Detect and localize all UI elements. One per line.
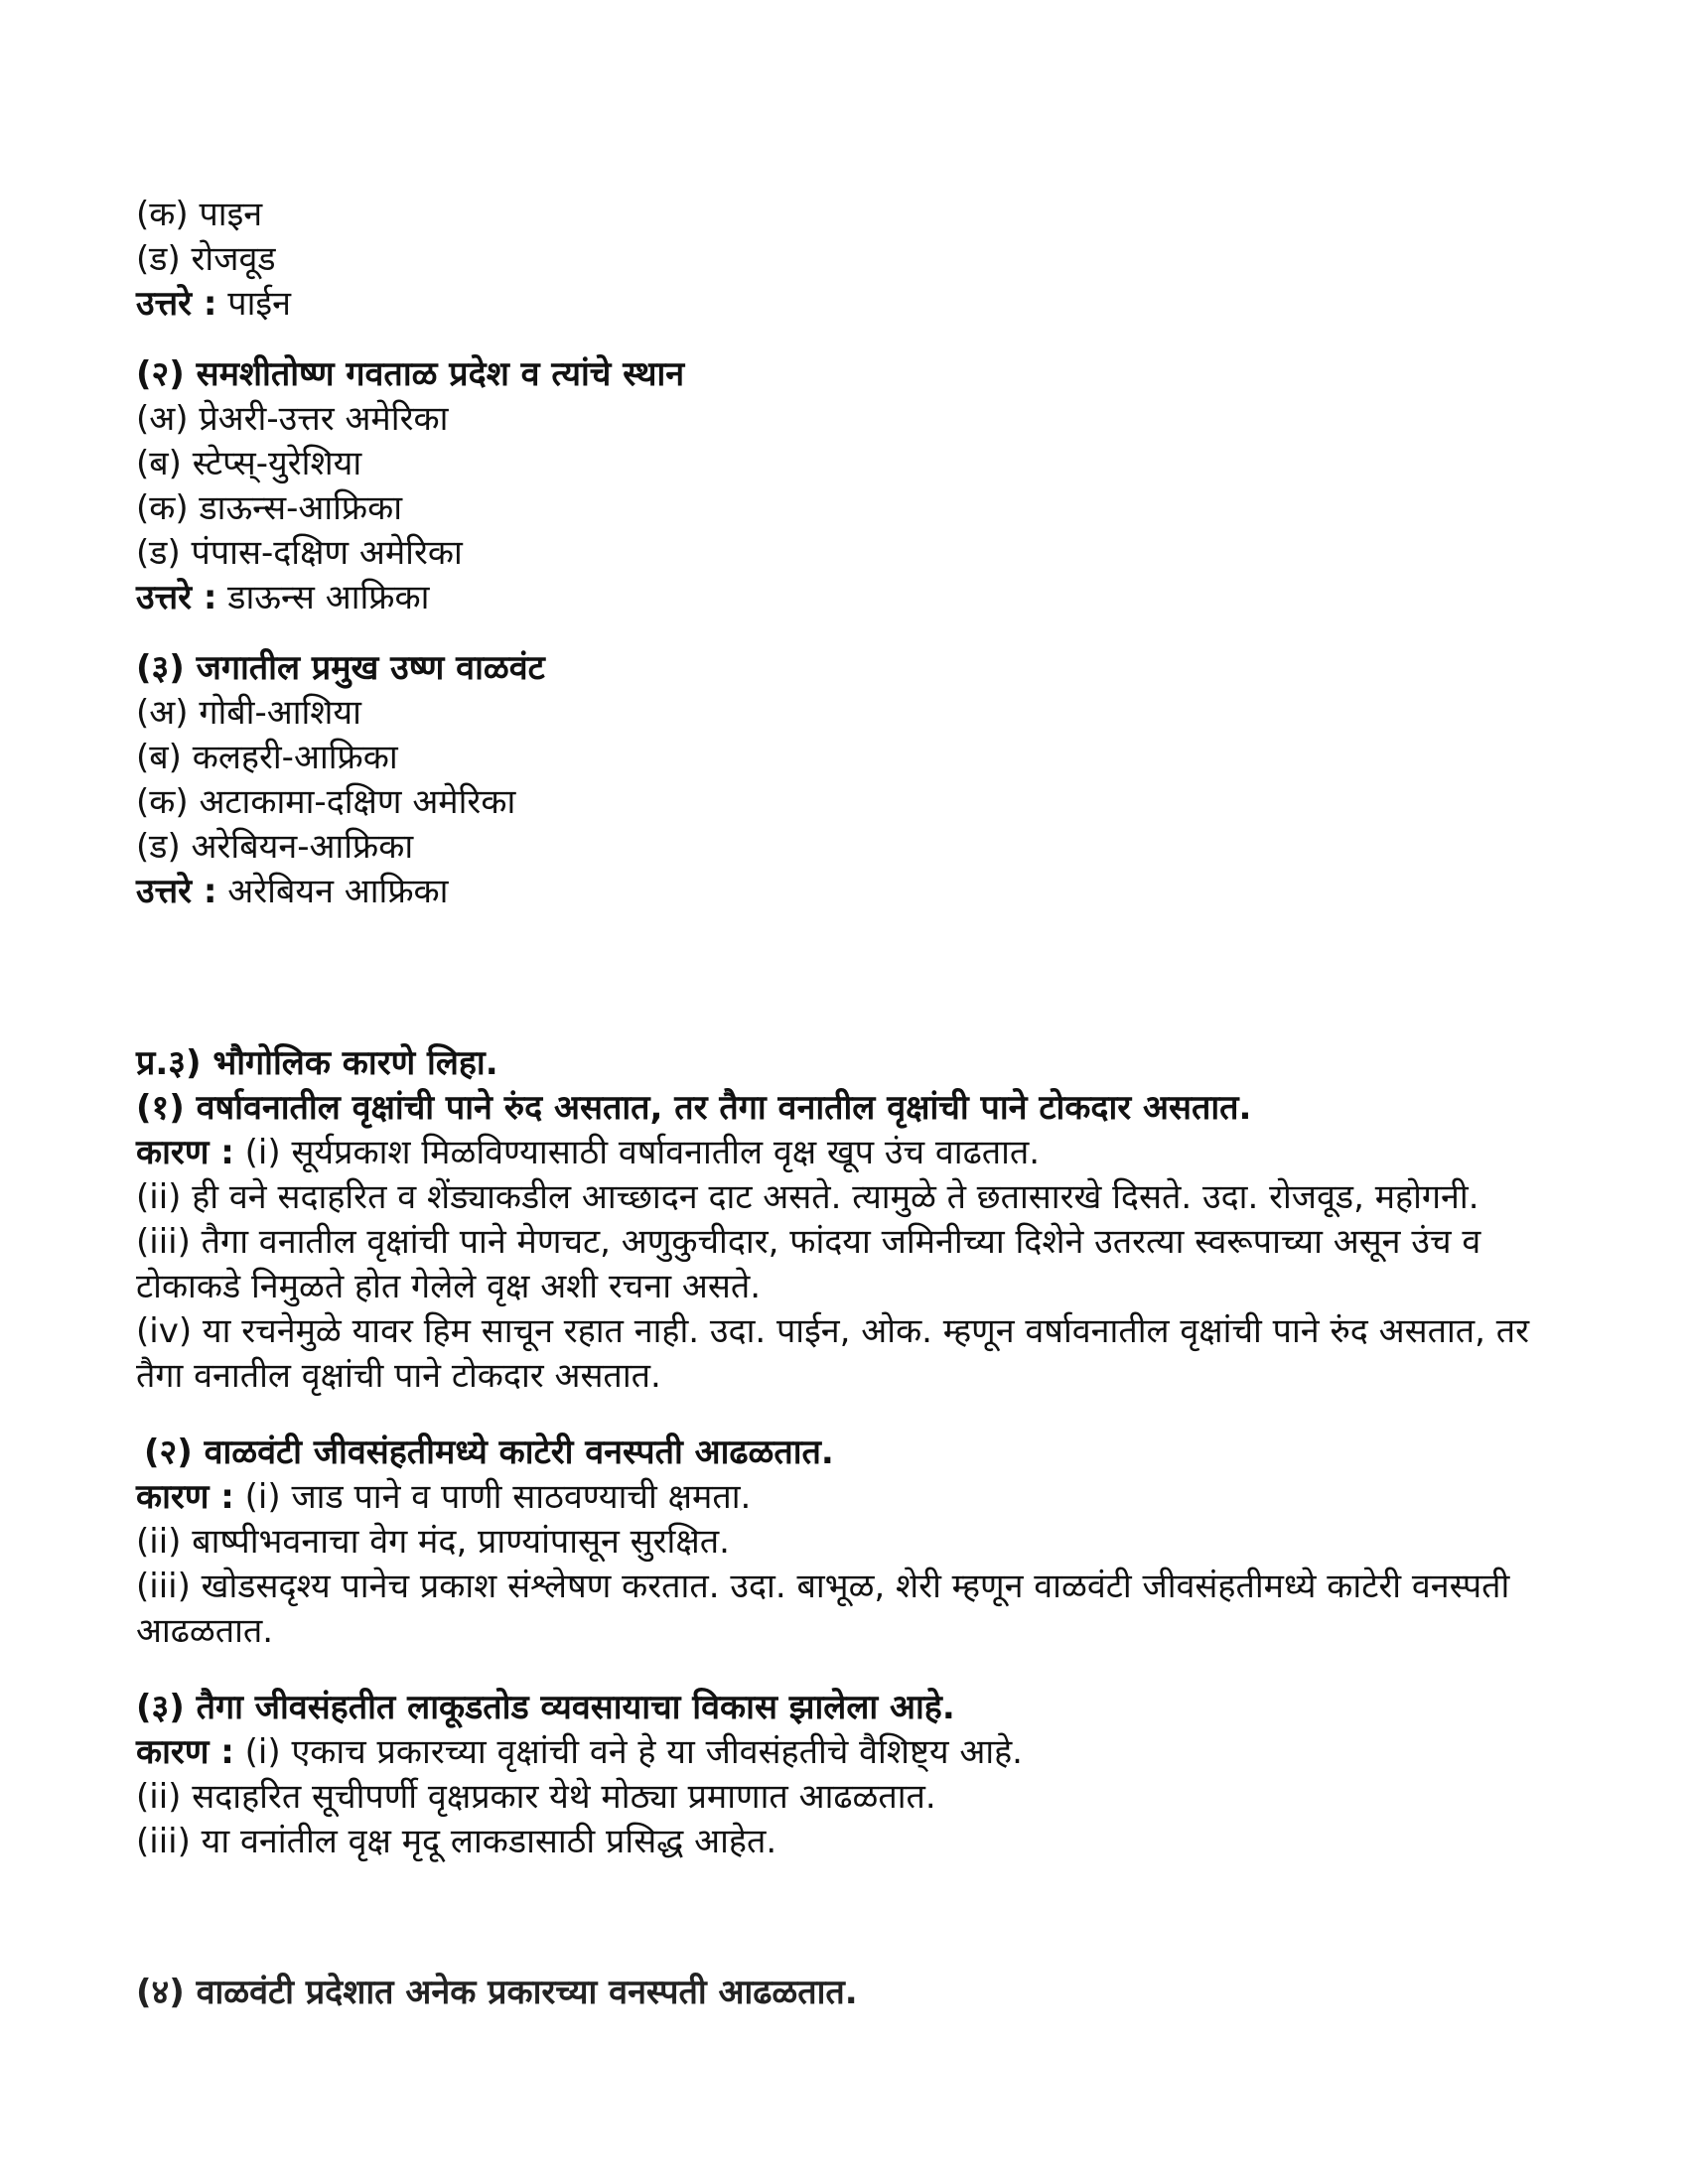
section-heading: प्र.३) भौगोलिक कारणे लिहा. <box>136 1043 498 1083</box>
answer-label: उत्तरे : <box>136 578 217 617</box>
reason-question-title: (३) तैगा जीवसंहतीत लाकूडतोड व्यवसायाचा विकास झालेला आहे. <box>136 1688 955 1727</box>
answer-text: डाऊन्स आफ्रिका <box>227 578 430 617</box>
answer-line <box>136 870 1566 914</box>
answer-label: उत्तरे : <box>136 872 217 911</box>
option-item: (ब) कलहरी-आफ्रिका <box>136 738 398 777</box>
reason-point: (ii) बाष्पीभवनाचा वेग मंद, प्राण्यांपासून सुरक्षित. <box>136 1522 730 1562</box>
reason-text: (i) जाड पाने व पाणी साठवण्याची क्षमता. <box>244 1477 752 1517</box>
answer-label: उत्तरे : <box>136 284 217 324</box>
reason-point: (iii) खोडसदृश्य पानेच प्रकाश संश्लेषण करतात. उदा. बाभूळ, शेरी म्हणून वाळवंटी जीवसंहतीमध्ये काटेरी वनस्पती आढळतात. <box>136 1567 1510 1651</box>
reason-point <box>136 1730 1566 1775</box>
option-item: (अ) गोबी-आशिया <box>136 693 361 733</box>
reason-point <box>136 1131 1566 1175</box>
reason-label: कारण : <box>136 1732 234 1772</box>
reason-label: कारण : <box>136 1477 234 1517</box>
option-item: (क) डाऊन्स-आफ्रिका <box>136 488 403 528</box>
answer-line <box>136 576 1566 620</box>
reason-question-title: (२) वाळवंटी जीवसंहतीमध्ये काटेरी वनस्पती आढळतात. <box>144 1433 834 1472</box>
option-item: (अ) प्रेअरी-उत्तर अमेरिका <box>136 399 449 439</box>
answer-text: पाईन <box>227 284 291 324</box>
reason-label: कारण : <box>136 1133 234 1172</box>
option-item: (ड) रोजवूड <box>136 239 276 279</box>
reason-question-title: (१) वर्षावनातील वृक्षांची पाने रुंद असतात, तर तैगा वनातील वृक्षांची पाने टोकदार असतात. <box>136 1088 1252 1128</box>
reason-point: (iii) या वनांतील वृक्ष मृदू लाकडासाठी प्रसिद्ध आहेत. <box>136 1822 777 1861</box>
option-item: (ड) पंपास-दक्षिण अमेरिका <box>136 533 463 573</box>
answer-line <box>136 282 1566 327</box>
reason-point: (iv) या रचनेमुळे यावर हिम साचून रहात नाही. उदा. पाईन, ओक. म्हणून वर्षावनातील वृक्षांची पाने रुंद असतात, तर तैगा वनातील वृक्षांची पाने टोकदार असतात. <box>136 1311 1530 1396</box>
reason-text: (i) एकाच प्रकारच्या वृक्षांची वने हे या जीवसंहतीचे वैशिष्ट्य आहे. <box>244 1732 1023 1772</box>
reason-text: (i) सूर्यप्रकाश मिळविण्यासाठी वर्षावनातील वृक्ष खूप उंच वाढतात. <box>244 1133 1041 1172</box>
option-item: (क) पाइन <box>136 195 263 234</box>
question-title: (३) जगातील प्रमुख उष्ण वाळवंट <box>136 648 545 688</box>
option-item: (क) अटाकामा-दक्षिण अमेरिका <box>136 782 516 822</box>
question-title: (२) समशीतोष्ण गवताळ प्रदेश व त्यांचे स्थान <box>136 354 685 394</box>
reason-point: (ii) सदाहरित सूचीपर्णी वृक्षप्रकार येथे मोठ्या प्रमाणात आढळतात. <box>136 1777 936 1817</box>
document-content <box>136 193 1566 1864</box>
cut-off-next-title: (४) वाळवंटी प्रदेशात अनेक प्रकारच्या वनस्पती आढळतात. <box>136 1973 858 2012</box>
option-item: (ब) स्टेप्स्-युरेशिया <box>136 444 362 483</box>
reason-point <box>136 1475 1566 1520</box>
reason-point: (ii) ही वने सदाहरित व शेंड्याकडील आच्छादन दाट असते. त्यामुळे ते छतासारखे दिसते. उदा. रोजवूड, महोगनी. <box>136 1177 1479 1217</box>
reason-point: (iii) तैगा वनातील वृक्षांची पाने मेणचट, अणुकुचीदार, फांदया जमिनीच्या दिशेने उतरत्या स्वरूपाच्या असून उंच व टोकाकडे निमुळते होत गेलेले वृक्ष अशी रचना असते. <box>136 1222 1481 1306</box>
answer-text: अरेबियन आफ्रिका <box>227 872 449 911</box>
option-item: (ड) अरेबियन-आफ्रिका <box>136 827 414 867</box>
